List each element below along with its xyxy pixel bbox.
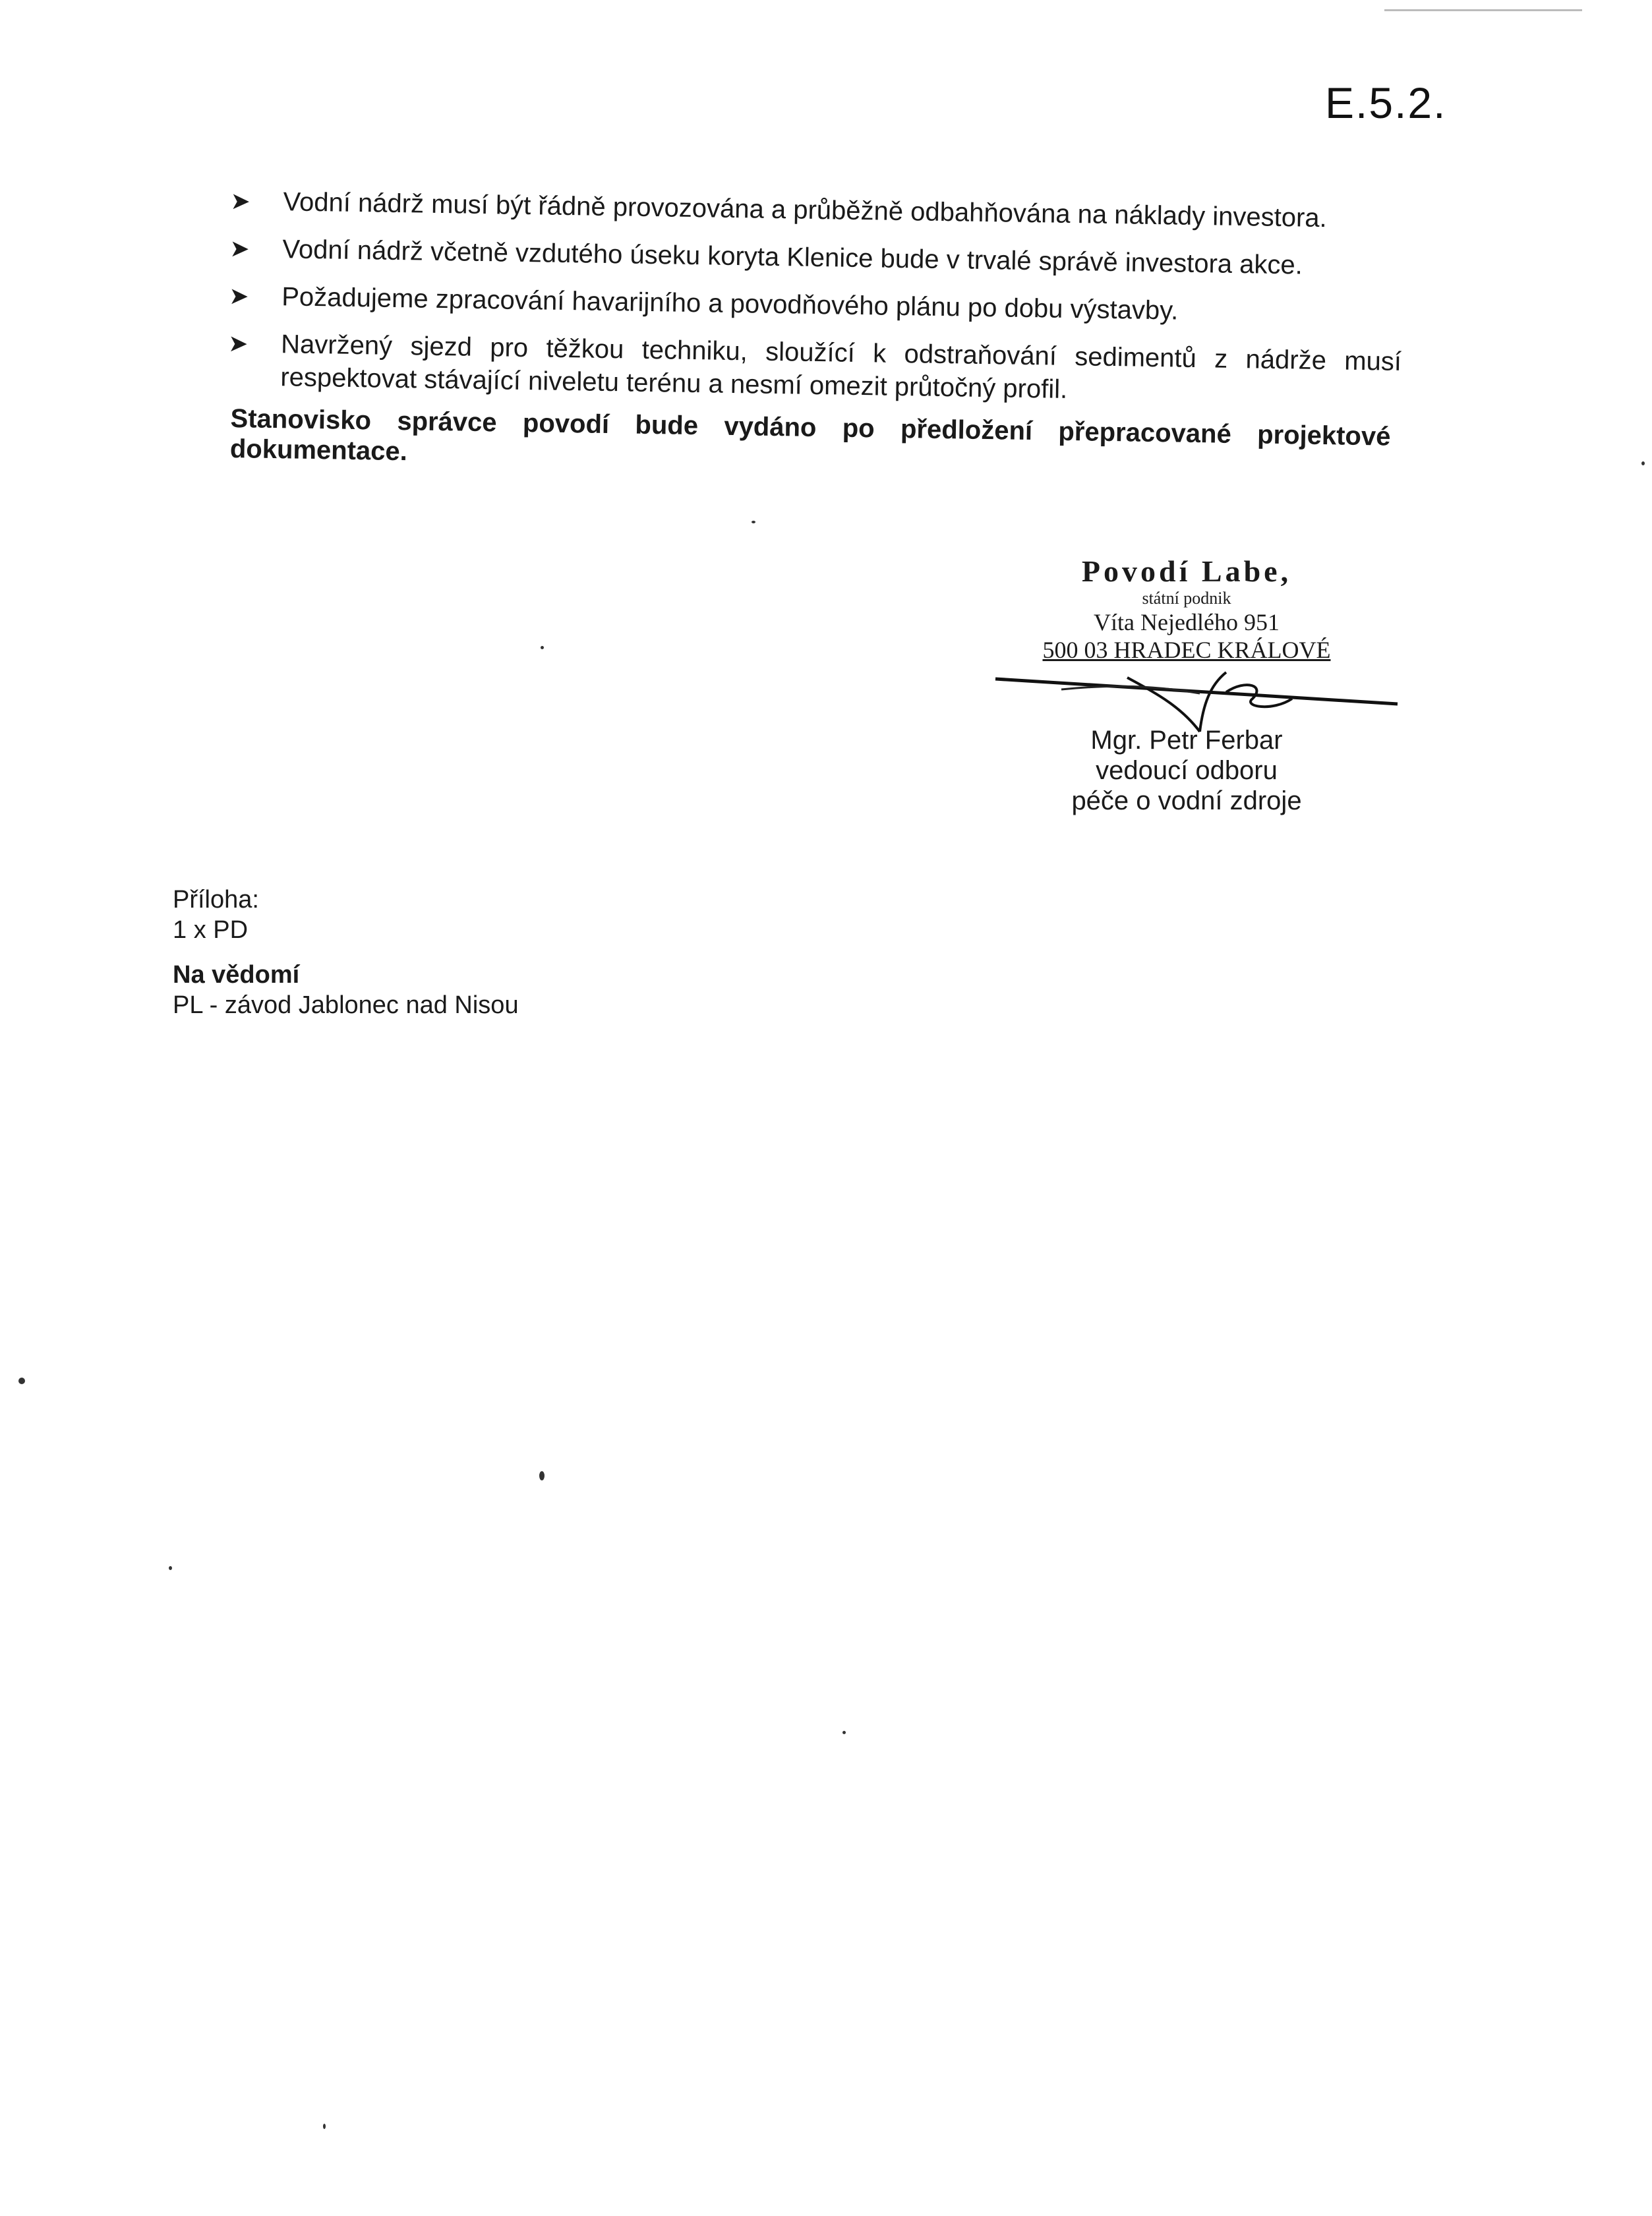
condition-text: Vodní nádrž včetně vzdutého úseku koryta Klenice bude v trvalé správě investora akce. (282, 235, 1303, 280)
scan-speck (18, 1378, 25, 1384)
signatory-role: vedoucí odboru (1096, 756, 1278, 785)
condition-text: Vodní nádrž musí být řádně provozována a průběžně odbahňována na náklady investora. (283, 187, 1328, 233)
company-stamp (982, 554, 1391, 664)
stamp-subtitle: státní podnik (1142, 589, 1231, 608)
stamp-city: 500 03 HRADEC KRÁLOVÉ (1042, 637, 1331, 663)
scan-speck (752, 521, 755, 523)
copy-to-value: PL - závod Jablonec nad Nisou (173, 991, 519, 1019)
arrow-bullet-icon: ➤ (227, 329, 249, 357)
copy-to-label: Na vědomí (173, 961, 300, 989)
attachment-block (173, 885, 259, 945)
stamp-organization: Povodí Labe, (1081, 554, 1292, 588)
arrow-bullet-icon: ➤ (229, 281, 249, 310)
scan-speck (541, 646, 544, 649)
top-edge-line (1384, 9, 1582, 11)
scan-speck (1641, 461, 1645, 465)
condition-item (229, 232, 1403, 283)
scan-speck (842, 1731, 846, 1734)
condition-item (229, 279, 1403, 331)
signatory-department: péče o vodní zdroje (1071, 786, 1302, 815)
scan-speck (169, 1566, 172, 1570)
condition-text: Navržený sjezd pro těžkou techniku, sloužící k odstraňování sedimentů z nádrže musí respektovat stávající niveletu terénu a nesmí omezit průtočný profil. (280, 330, 1402, 404)
scan-speck (323, 2124, 326, 2129)
copy-to-block (173, 960, 519, 1020)
stamp-address: Víta Nejedlého 951 (1094, 609, 1280, 635)
conditions-list (227, 185, 1404, 426)
condition-item (230, 185, 1404, 236)
signatory-name: Mgr. Petr Ferbar (1090, 726, 1283, 755)
document-number: E.5.2. (1325, 78, 1447, 127)
scan-speck (539, 1471, 545, 1480)
arrow-bullet-icon: ➤ (230, 187, 251, 215)
arrow-bullet-icon: ➤ (229, 234, 250, 262)
attachment-label: Příloha: (173, 886, 259, 914)
authority-statement: Stanovisko správce povodí bude vydáno po předložení přepracované projektové dokumentace. (229, 403, 1391, 467)
attachment-value: 1 x PD (173, 916, 249, 944)
condition-text: Požadujeme zpracování havarijního a povodňového plánu po dobu výstavby. (281, 282, 1179, 326)
condition-item (227, 327, 1401, 411)
signatory-block (1055, 725, 1318, 816)
